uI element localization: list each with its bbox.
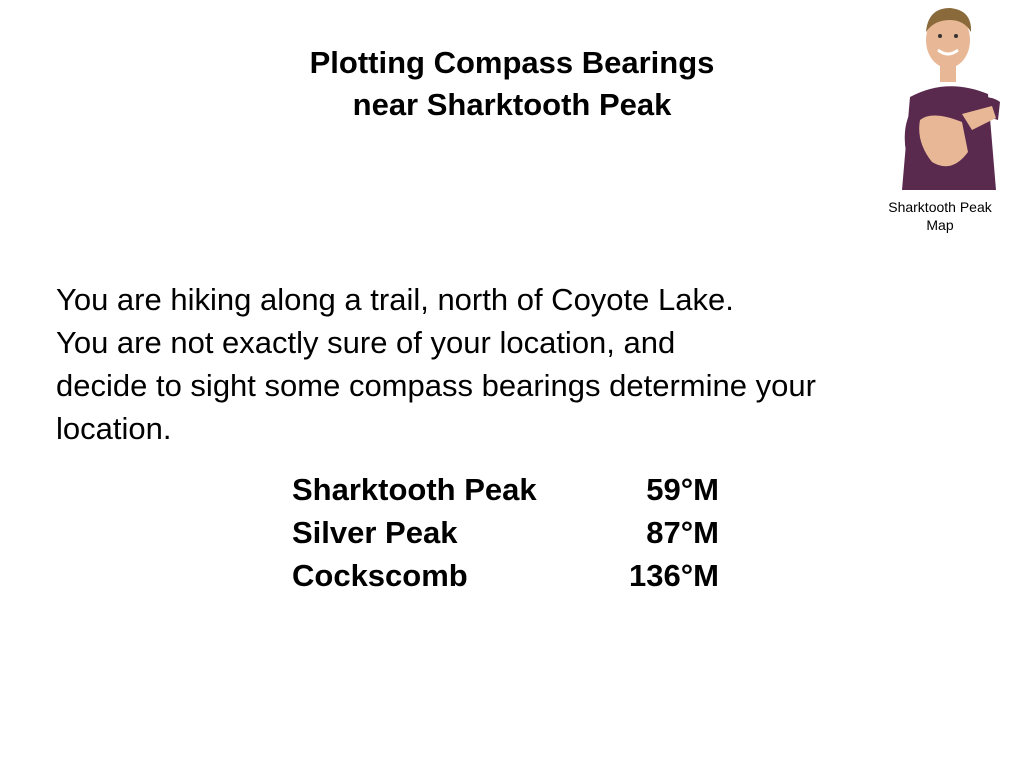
bearing-value: 59°M	[646, 472, 719, 507]
bearings-list	[292, 468, 732, 597]
bearing-value: 136°M	[629, 558, 719, 593]
bearing-name: Sharktooth Peak	[292, 472, 537, 507]
sharktooth-peak-map-link[interactable]	[876, 2, 1016, 237]
bearing-row	[292, 468, 732, 511]
bearing-row	[292, 511, 732, 554]
map-link-caption-line-1: Sharktooth Peak	[888, 199, 992, 215]
title-line-1: Plotting Compass Bearings	[309, 45, 715, 80]
person-pointing-icon	[892, 2, 1002, 190]
bearing-row	[292, 554, 732, 597]
map-link-caption	[876, 198, 1004, 234]
scenario-line-3: decide to sight some compass bearings determine your	[56, 368, 816, 403]
scenario-line-4: location.	[56, 411, 172, 446]
map-link-caption-line-2: Map	[926, 217, 954, 233]
scenario-line-2: You are not exactly sure of your location, and	[56, 325, 676, 360]
title-line-2: near Sharktooth Peak	[352, 87, 672, 122]
scenario-line-1: You are hiking along a trail, north of Coyote Lake.	[56, 282, 734, 317]
bearing-value: 87°M	[646, 515, 719, 550]
scenario-text	[56, 278, 976, 450]
slide-title	[212, 42, 812, 126]
bearing-name: Cockscomb	[292, 558, 468, 593]
bearing-name: Silver Peak	[292, 515, 458, 550]
